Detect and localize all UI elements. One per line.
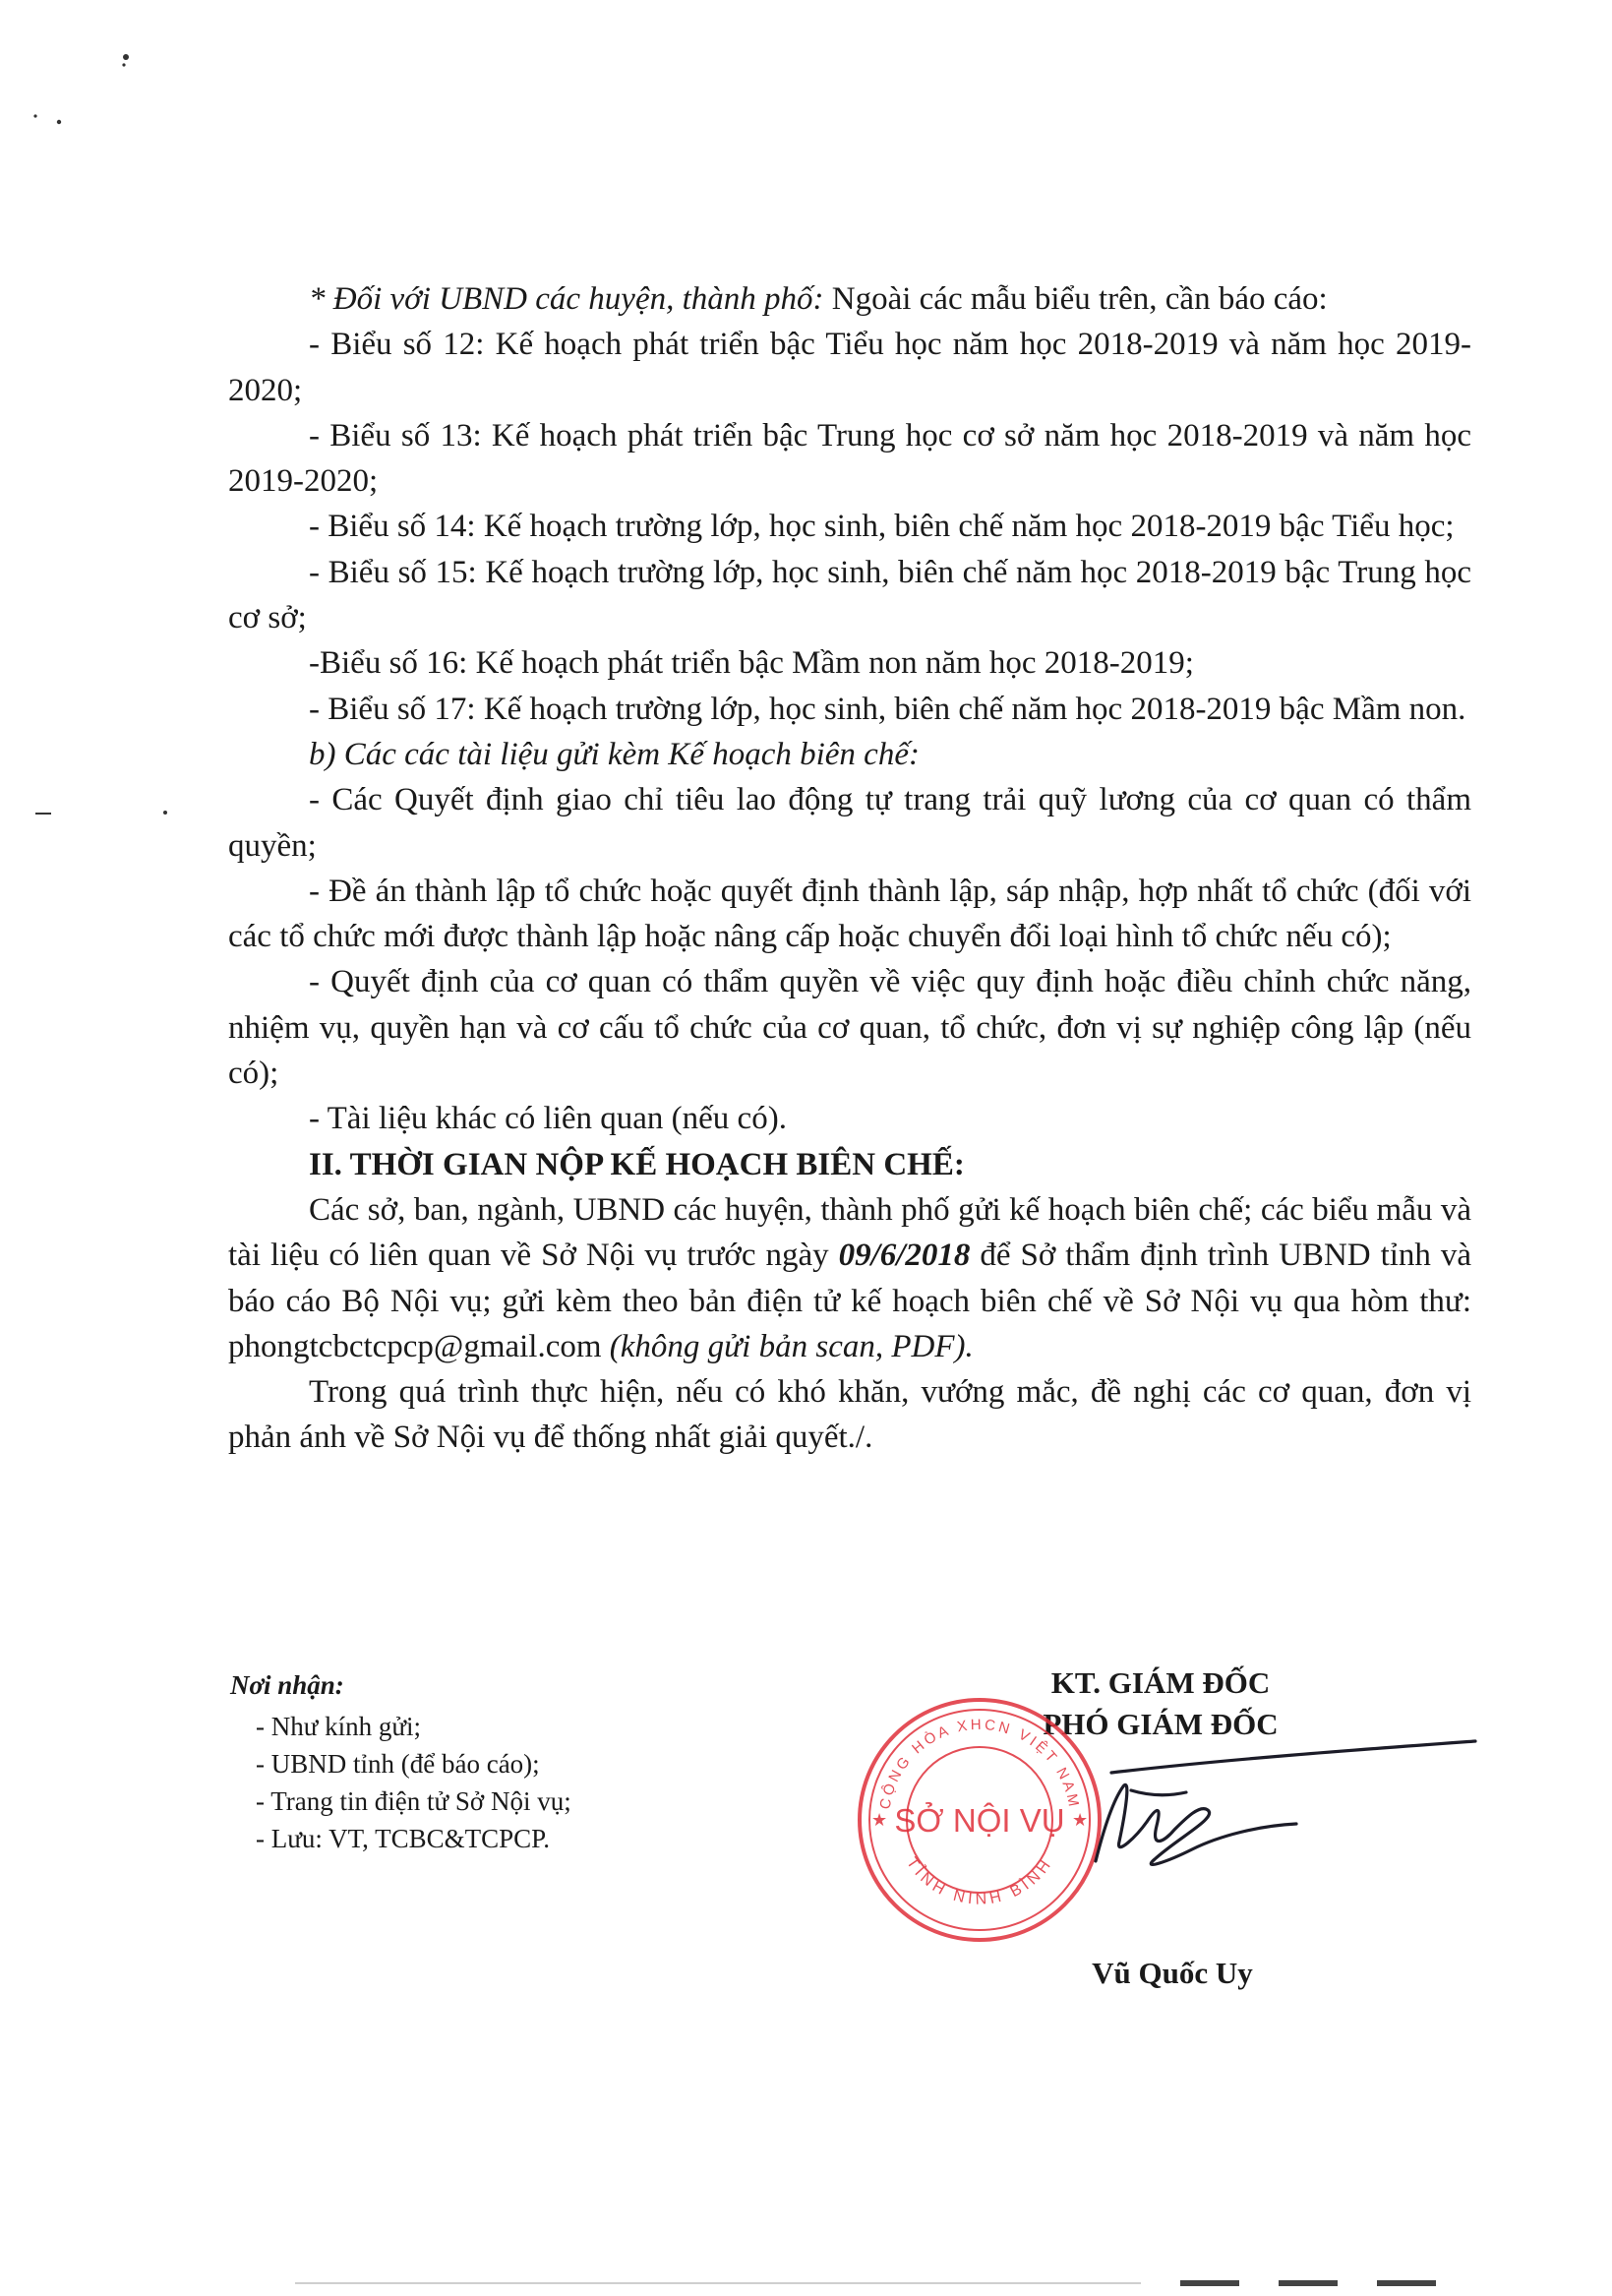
district-intro-text: Ngoài các mẫu biểu trên, cần báo cáo: [823,281,1328,317]
seal-center-text: SỞ NỘI VỤ [894,1802,1065,1839]
document-body [228,276,1471,1461]
paragraph-attachment-4: - Tài liệu khác có liên quan (nếu có). [309,1101,787,1137]
recipients-title: Nơi nhận: [230,1670,344,1700]
signature-title-line1: KT. GIÁM ĐỐC [1050,1665,1271,1700]
svg-text:★: ★ [871,1810,888,1830]
paragraph-closing: Trong quá trình thực hiện, nếu có khó khăn, vướng mắc, đề nghị các cơ quan, đơn vị phản ánh về Sở Nội vụ để thống nhất giải quyết./. [228,1374,1471,1456]
recipients-block [230,1666,742,1857]
recipient-item: - Trang tin điện tử Sở Nội vụ; [256,1786,571,1816]
section-heading-ii: II. THỜI GIAN NỘP KẾ HOẠCH BIÊN CHẾ: [309,1146,965,1182]
scan-edge-icon [295,2280,1574,2286]
seal-ring-bottom: TỈNH NINH BÌNH [903,1854,1056,1908]
submission-text-a: Các sở, ban, ngành, UBND các huyện, thành phố gửi kế hoạch biên chế; các biểu mẫu và tài liệu có liên quan về Sở Nội vụ trước ngày [228,1191,1471,1274]
handwritten-signature-icon [1052,1731,1485,1889]
paragraph-attachment-3: - Quyết định của cơ quan có thẩm quyền về việc quy định hoặc điều chỉnh chức năng, nhiệm vụ, quyền hạn và cơ cấu tổ chức của cơ quan, tổ chức, đơn vị sự nghiệp công lập (nếu có); [228,964,1471,1092]
paragraph-form-12: - Biểu số 12: Kế hoạch phát triển bậc Tiểu học năm học 2018-2019 và năm học 2019-2020; [228,327,1471,408]
submission-text-b: để Sở thẩm định trình UBND tỉnh và báo cáo Bộ Nội vụ; gửi kèm theo bản điện tử kế hoạch biên chế về Sở Nội vụ qua hòm thư: phongtcbctcpcp@gmail.com [228,1238,1472,1364]
svg-text:TỈNH NINH BÌNH [903,1854,1056,1907]
paragraph-submission [228,1187,1471,1369]
svg-text:★: ★ [1072,1810,1089,1830]
paragraph-attachment-1: - Các Quyết định giao chỉ tiêu lao động tự trang trải quỹ lương của cơ quan có thẩm quyền; [228,782,1471,864]
paragraph-form-15: - Biểu số 15: Kế hoạch trường lớp, học sinh, biên chế năm học 2018-2019 bậc Trung học cơ sở; [228,554,1471,636]
signature-title-line2: PHÓ GIÁM ĐỐC [1043,1707,1279,1741]
district-intro-label: * Đối với UBND các huyện, thành phố: [309,281,824,317]
paragraph-form-14: - Biểu số 14: Kế hoạch trường lớp, học sinh, biên chế năm học 2018-2019 bậc Tiểu học; [309,509,1455,545]
submission-note: (không gửi bản scan, PDF). [609,1328,974,1364]
paragraph-attachment-2: - Đề án thành lập tổ chức hoặc quyết định thành lập, sáp nhập, hợp nhất tổ chức (đối với các tổ chức mới được thành lập hoặc nâng cấp hoặc chuyển đổi loại hình tổ chức nếu có); [228,873,1471,955]
recipient-item: - Lưu: VT, TCBC&TCPCP. [256,1824,550,1853]
seal-ring-top: CỘNG HÒA XHCN VIỆT NAM [876,1716,1083,1811]
recipient-item: - Như kính gửi; [256,1712,422,1741]
recipient-item: - UBND tỉnh (để báo cáo); [256,1749,540,1779]
submission-deadline: 09/6/2018 [838,1238,971,1274]
paragraph-form-13: - Biểu số 13: Kế hoạch phát triển bậc Trung học cơ sở năm học 2018-2019 và năm học 2019-2020; [228,417,1471,500]
paragraph-form-17: - Biểu số 17: Kế hoạch trường lớp, học sinh, biên chế năm học 2018-2019 bậc Mầm non. [309,691,1466,727]
paragraph-district-intro [228,276,1471,322]
signer-name: Vũ Quốc Uy [1092,1956,1253,1990]
paragraph-form-16: -Biểu số 16: Kế hoạch phát triển bậc Mầm non năm học 2018-2019; [309,645,1194,682]
paragraph-attachments-heading: b) Các các tài liệu gửi kèm Kế hoạch biên chế: [309,736,920,772]
